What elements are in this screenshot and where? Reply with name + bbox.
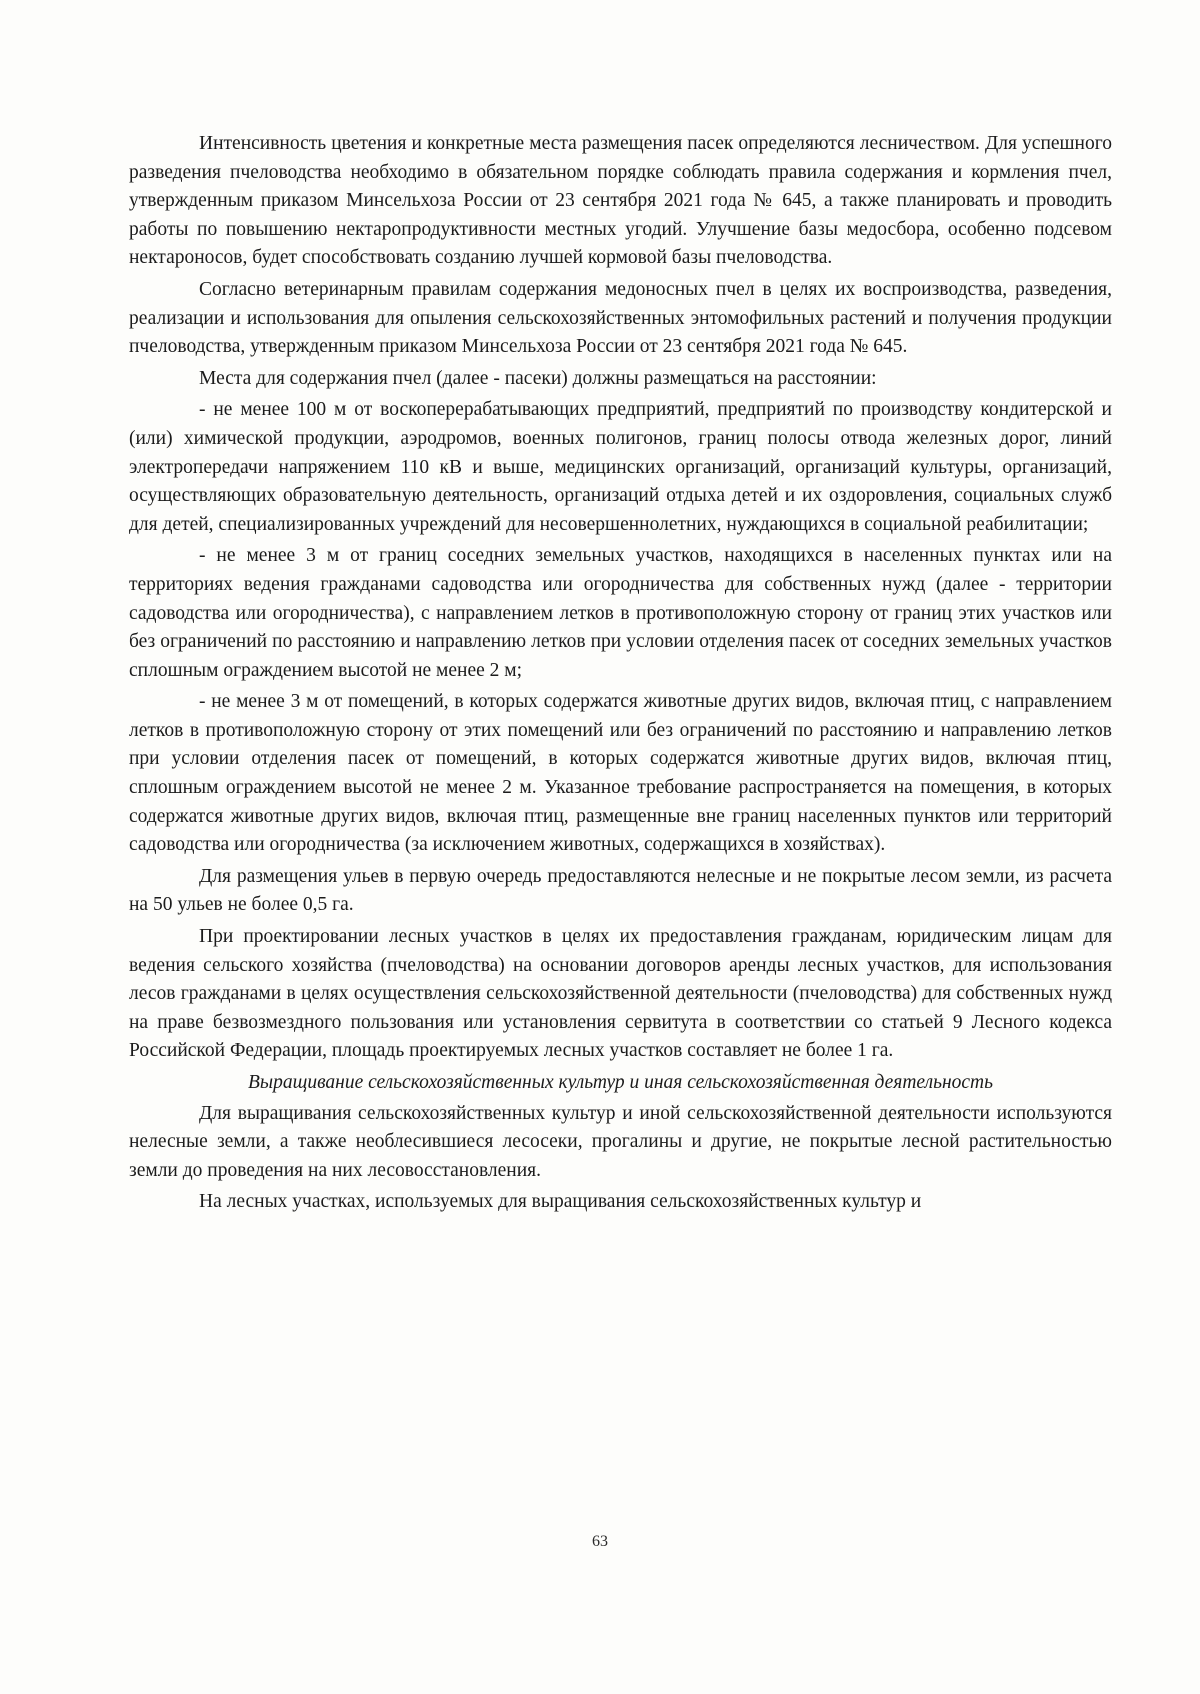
paragraph: - не менее 3 м от границ соседних земельных участков, находящихся в населенных пунктах или на территориях ведения гражданами садоводства или огородничества для собственных нужд (далее - территории садоводства или огородничества), с направлением летков в противоположную сторону от границ этих участков или без ограничений по расстоянию и направлению летков при условии отделения пасек от соседних земельных участков сплошным ограждением высотой не менее 2 м;: [129, 545, 1112, 681]
paragraph: Для размещения ульев в первую очередь предоставляются нелесные и не покрытые лесом земли, из расчета на 50 ульев не более 0,5 га.: [129, 865, 1112, 916]
section-heading: Выращивание сельскохозяйственных культур и иная сельскохозяйственная деятельность: [247, 1072, 994, 1093]
paragraph: Места для содержания пчел (далее - пасеки) должны размещаться на расстоянии:: [199, 367, 877, 389]
paragraph: При проектировании лесных участков в целях их предоставления гражданам, юридическим лицам для ведения сельского хозяйства (пчеловодства) на основании договоров аренды лесных участков, для использования лесов гражданами в целях осуществления сельскохозяйственной деятельности (пчеловодства) для собственных нужд на праве безвозмездного пользования или установления сервитута в соответствии со статьей 9 Лесного кодекса Российской Федерации, площадь проектируемых лесных участков составляет не более 1 га.: [129, 926, 1112, 1062]
paragraph: Интенсивность цветения и конкретные места размещения пасек определяются лесничеством. Для успешного разведения пчеловодства необходимо в обязательном порядке соблюдать правила содержания и кормления пчел, утвержденным приказом Минсельхоза России от 23 сентября 2021 года № 645, а также планировать и проводить работы по повышению нектаропродуктивности местных угодий. Улучшение базы медосбора, особенно подсевом нектароносов, будет способствовать созданию лучшей кормовой базы пчеловодства.: [129, 133, 1112, 269]
paragraph: На лесных участках, используемых для выращивания сельскохозяйственных культур и: [199, 1191, 922, 1213]
paragraph: Согласно ветеринарным правилам содержания медоносных пчел в целях их воспроизводства, разведения, реализации и использования для опыления сельскохозяйственных энтомофильных растений и получения продукции пчеловодства, утвержденным приказом Минсельхоза России от 23 сентября 2021 года № 645.: [129, 278, 1112, 358]
page-number: 63: [592, 1533, 608, 1550]
paragraph: Для выращивания сельскохозяйственных культур и иной сельскохозяйственной деятельности используются нелесные земли, а также необлесившиеся лесосеки, прогалины и другие, не покрытые лесной растительностью земли до проведения на них лесовосстановления.: [129, 1102, 1112, 1181]
document-body: [129, 130, 1112, 1220]
paragraph: - не менее 3 м от помещений, в которых содержатся животные других видов, включая птиц, с направлением летков в противоположную сторону от этих помещений или без ограничений по расстоянию и направлению летков при условии отделения пасек от помещений, в которых содержатся животные других видов, включая птиц, сплошным ограждением высотой не менее 2 м. Указанное требование распространяется на помещения, в которых содержатся животные других видов, включая птиц, размещенные вне границ населенных пунктов или территорий садоводства или огородничества (за исключением животных, содержащихся в хозяйствах).: [129, 691, 1112, 856]
paragraph: - не менее 100 м от воскоперерабатывающих предприятий, предприятий по производству кондитерской и (или) химической продукции, аэродромов, военных полигонов, границ полосы отвода железных дорог, линий электропередачи напряжением 110 кВ и выше, медицинских организаций, организаций культуры, организаций, осуществляющих образовательную деятельность, организаций отдыха детей и их оздоровления, социальных служб для детей, специализированных учреждений для несовершеннолетних, нуждающихся в социальной реабилитации;: [129, 399, 1112, 535]
